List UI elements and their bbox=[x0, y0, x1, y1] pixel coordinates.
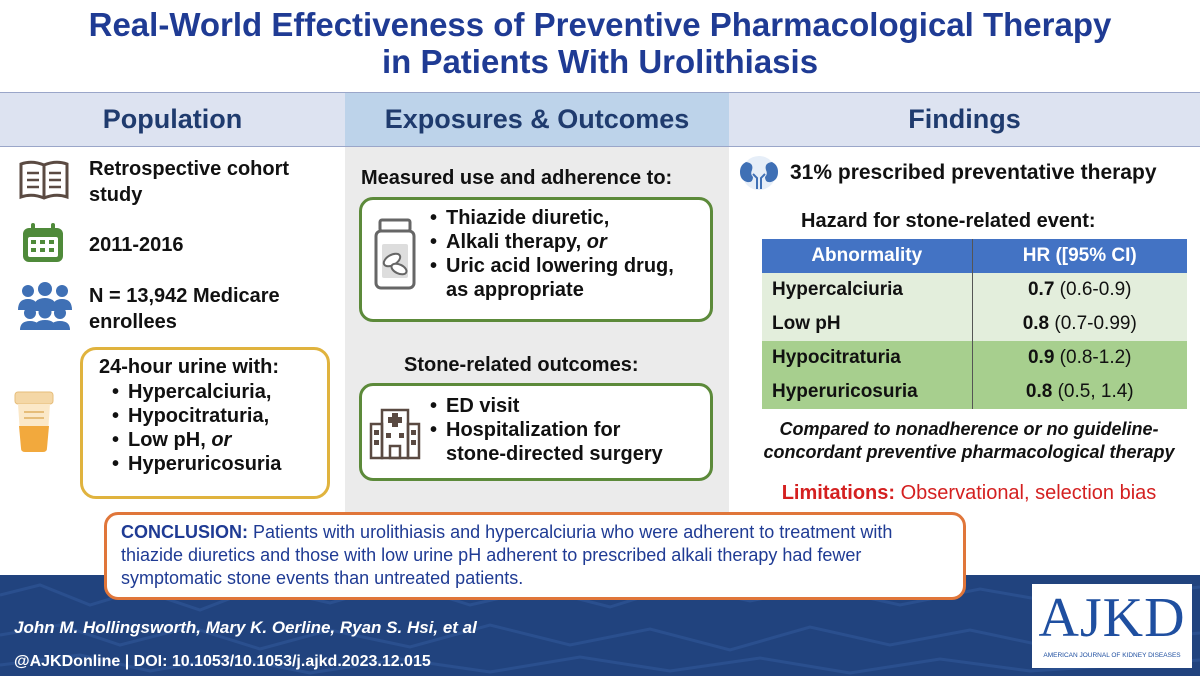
list-item: • Uric acid lowering drug, bbox=[426, 254, 674, 278]
enrollees-text bbox=[89, 283, 280, 335]
conclusion-box bbox=[104, 512, 966, 600]
open-book-icon bbox=[18, 158, 70, 200]
urine-cup-icon bbox=[10, 388, 58, 454]
enrollees-line-1: N = 13,942 Medicare bbox=[89, 285, 280, 307]
prescribed-stat: 31% prescribed preventative therapy bbox=[790, 161, 1157, 184]
list-item: • ED visit bbox=[426, 394, 663, 418]
logo-wordmark: AJKD bbox=[1038, 587, 1186, 649]
list-item: stone-directed surgery bbox=[446, 443, 663, 465]
list-item: • Low pH, or bbox=[108, 428, 281, 452]
study-line-2: study bbox=[89, 184, 143, 206]
conclusion-label: CONCLUSION: bbox=[121, 522, 248, 542]
hospital-icon bbox=[368, 400, 422, 460]
drug-list bbox=[426, 206, 674, 302]
table-row: Hypercalciuria 0.7 (0.6-0.9) bbox=[762, 273, 1187, 307]
population-header: Population bbox=[102, 104, 243, 134]
comparison-note bbox=[738, 418, 1200, 464]
table-row: Low pH 0.8 (0.7-0.99) bbox=[762, 307, 1187, 341]
list-item: as appropriate bbox=[446, 279, 584, 301]
outcomes-title: Stone-related outcomes: bbox=[404, 354, 639, 376]
list-item: • Thiazide diuretic, bbox=[426, 206, 674, 230]
title-line-1: Real-World Effectiveness of Preventive Pharmacological Therapy bbox=[88, 6, 1112, 43]
people-group-icon bbox=[16, 280, 74, 330]
study-years: 2011-2016 bbox=[89, 234, 184, 256]
authors: John M. Hollingsworth, Mary K. Oerline, Ryan S. Hsi, et al bbox=[14, 618, 477, 637]
findings-header: Findings bbox=[908, 104, 1021, 134]
list-item: • Hospitalization for bbox=[426, 418, 663, 442]
table-header-row bbox=[762, 239, 1187, 273]
limitations-text: Observational, selection bias bbox=[895, 482, 1157, 504]
column-header-abnormality: Abnormality bbox=[762, 239, 972, 273]
outcomes-list bbox=[426, 394, 663, 466]
enrollees-line-2: enrollees bbox=[89, 311, 177, 333]
column-header-hr: HR ([95% CI) bbox=[972, 239, 1187, 273]
list-item: • Hypercalciuria, bbox=[108, 380, 281, 404]
ajkd-logo bbox=[1032, 584, 1192, 668]
title-line-2: in Patients With Urolithiasis bbox=[381, 43, 819, 80]
table-row: Hypocitraturia 0.9 (0.8-1.2) bbox=[762, 341, 1187, 375]
urine-box-title: 24-hour urine with: bbox=[99, 356, 279, 378]
hazard-title: Hazard for stone-related event: bbox=[801, 210, 1096, 232]
page-title bbox=[0, 6, 1200, 80]
pill-bottle-icon bbox=[372, 218, 418, 290]
conclusion-text: Patients with urolithiasis and hypercalciuria who were adherent to treatment with thiazide diuretics and those with low urine pH adherent to prescribed alkali therapy had fewer symptomatic stone events than untreated patients. bbox=[121, 522, 893, 588]
comparison-line-1: Compared to nonadherence or no guideline- bbox=[779, 419, 1159, 439]
limitations-label: Limitations: bbox=[781, 482, 896, 504]
exposures-header: Exposures & Outcomes bbox=[345, 92, 729, 147]
kidneys-icon bbox=[737, 155, 781, 191]
hazard-ratio-table bbox=[762, 239, 1187, 409]
study-design-text bbox=[89, 156, 289, 208]
calendar-icon bbox=[20, 221, 66, 265]
list-item: • Hyperuricosuria bbox=[108, 452, 281, 476]
limitations bbox=[738, 482, 1200, 505]
comparison-line-2: concordant preventive pharmacological therapy bbox=[763, 442, 1175, 462]
list-item: • Alkali therapy, or bbox=[426, 230, 674, 254]
list-item: • Hypocitraturia, bbox=[108, 404, 281, 428]
doi-line: @AJKDonline | DOI: 10.1053/10.1053/j.ajkd.2023.12.015 bbox=[14, 653, 431, 670]
logo-subtitle: AMERICAN JOURNAL OF KIDNEY DISEASES bbox=[1043, 652, 1181, 659]
measured-title: Measured use and adherence to: bbox=[361, 167, 673, 189]
study-line-1: Retrospective cohort bbox=[89, 158, 290, 180]
urine-criteria-list bbox=[108, 380, 281, 476]
table-row: Hyperuricosuria 0.8 (0.5, 1.4) bbox=[762, 375, 1187, 409]
